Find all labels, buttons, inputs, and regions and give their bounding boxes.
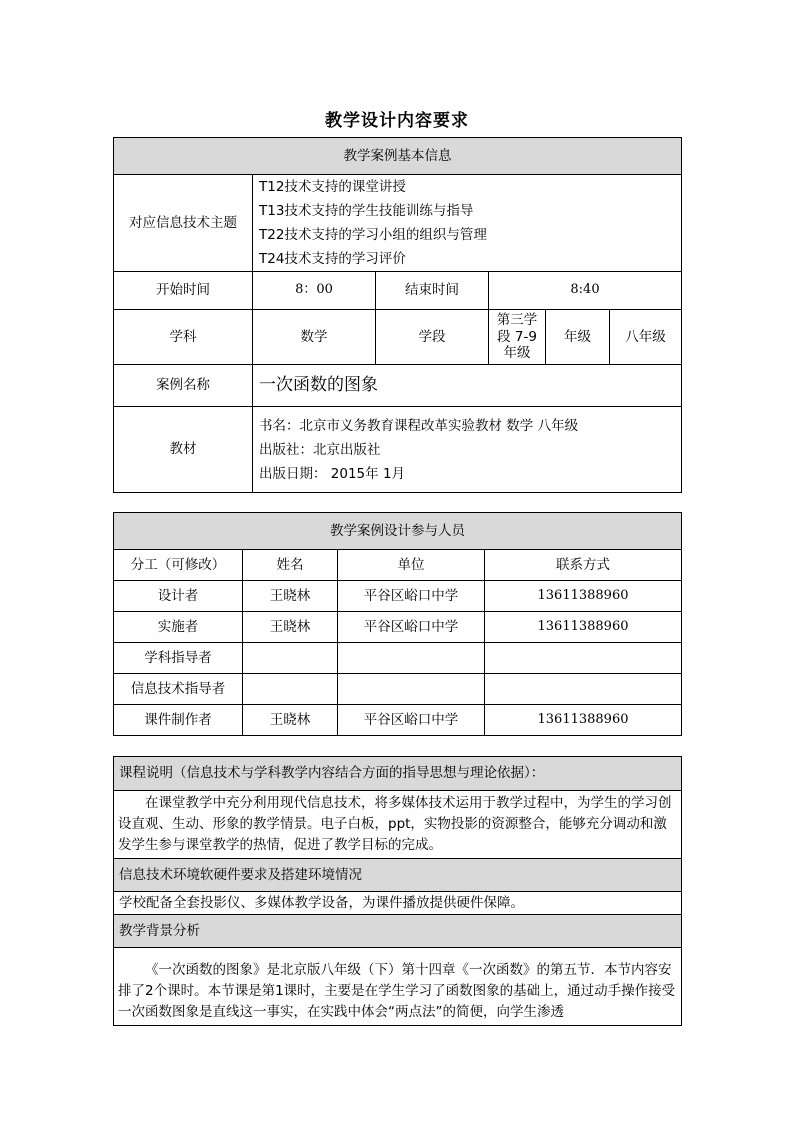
table-row (114, 581, 682, 612)
textbook-publisher: 出版社：北京出版社 (259, 441, 381, 458)
name-cell: 王晓林 (243, 705, 338, 736)
textbook-info (253, 407, 682, 493)
participants-table (113, 512, 682, 736)
contact-cell: 13611388960 (485, 705, 682, 736)
name-cell (243, 643, 338, 674)
subject-label: 学科 (114, 310, 253, 365)
unit-cell: 平谷区峪口中学 (338, 612, 485, 643)
basic-info-table (113, 137, 682, 493)
table-row (114, 674, 682, 705)
role-cell: 学科指导者 (114, 643, 243, 674)
topic-item: T13技术支持的学生技能训练与指导 (259, 203, 474, 219)
bg-header: 教学背景分析 (114, 915, 682, 948)
course-desc-text: 在课堂教学中充分利用现代信息技术，将多媒体技术运用于教学过程中，为学生的学习创设直观、生动、形象的教学情景。电子白板，ppt，实物投影的资源整合，能够充分调动和激发学生参与课堂教学的热情，促进了教学目标的完成。 (114, 791, 682, 859)
env-header: 信息技术环境软硬件要求及搭建环境情况 (114, 859, 682, 892)
course-desc-header: 课程说明（信息技术与学科教学内容结合方面的指导思想与理论依据）： (114, 757, 682, 791)
topic-item: T24技术支持的学习评价 (259, 251, 406, 267)
contact-cell (485, 674, 682, 705)
start-time-label: 开始时间 (114, 272, 253, 310)
column-header: 姓名 (243, 550, 338, 581)
stage-value: 第三学段 7-9年级 (489, 310, 546, 365)
stage-label: 学段 (376, 310, 489, 365)
role-cell: 实施者 (114, 612, 243, 643)
case-name-value: 一次函数的图象 (253, 365, 682, 407)
contact-cell: 13611388960 (485, 581, 682, 612)
unit-cell (338, 643, 485, 674)
unit-cell (338, 674, 485, 705)
case-name-label: 案例名称 (114, 365, 253, 407)
sections-table (113, 756, 682, 1026)
column-header: 单位 (338, 550, 485, 581)
column-header: 联系方式 (485, 550, 682, 581)
topic-label: 对应信息技术主题 (114, 175, 253, 272)
topic-list (253, 175, 682, 272)
textbook-name: 书名：北京市义务教育课程改革实验教材 数学 八年级 (259, 417, 579, 434)
role-cell: 课件制作者 (114, 705, 243, 736)
table-row (114, 643, 682, 674)
bg-text: 《一次函数的图象》是北京版八年级（下）第十四章《一次函数》的第五节．本节内容安排了2个课时。本节课是第1课时，主要是在学生学习了函数图象的基础上，通过动手操作接受一次函数图象是直线这一事实，在实践中体会“两点法”的简便，向学生渗透 (114, 948, 682, 1026)
contact-cell (485, 643, 682, 674)
start-time-value: 8：00 (253, 272, 376, 310)
name-cell (243, 674, 338, 705)
name-cell: 王晓林 (243, 581, 338, 612)
role-cell: 信息技术指导者 (114, 674, 243, 705)
end-time-value: 8:40 (489, 272, 682, 310)
contact-cell: 13611388960 (485, 612, 682, 643)
basic-info-header: 教学案例基本信息 (114, 138, 682, 175)
unit-cell: 平谷区峪口中学 (338, 581, 485, 612)
page-title: 教学设计内容要求 (325, 111, 469, 131)
grade-value: 八年级 (610, 310, 682, 365)
end-time-label: 结束时间 (376, 272, 489, 310)
env-text: 学校配备全套投影仪、多媒体教学设备，为课件播放提供硬件保障。 (114, 892, 682, 915)
textbook-date: 出版日期： 2015年 1月 (259, 465, 406, 482)
name-cell: 王晓林 (243, 612, 338, 643)
topic-item: T22技术支持的学习小组的组织与管理 (259, 227, 487, 243)
unit-cell: 平谷区峪口中学 (338, 705, 485, 736)
grade-label: 年级 (546, 310, 610, 365)
role-cell: 设计者 (114, 581, 243, 612)
textbook-label: 教材 (114, 407, 253, 493)
table-row (114, 612, 682, 643)
column-header: 分工（可修改） (114, 550, 243, 581)
subject-value: 数学 (253, 310, 376, 365)
table-row (114, 705, 682, 736)
participants-header: 教学案例设计参与人员 (114, 513, 682, 550)
topic-item: T12技术支持的课堂讲授 (259, 179, 406, 195)
